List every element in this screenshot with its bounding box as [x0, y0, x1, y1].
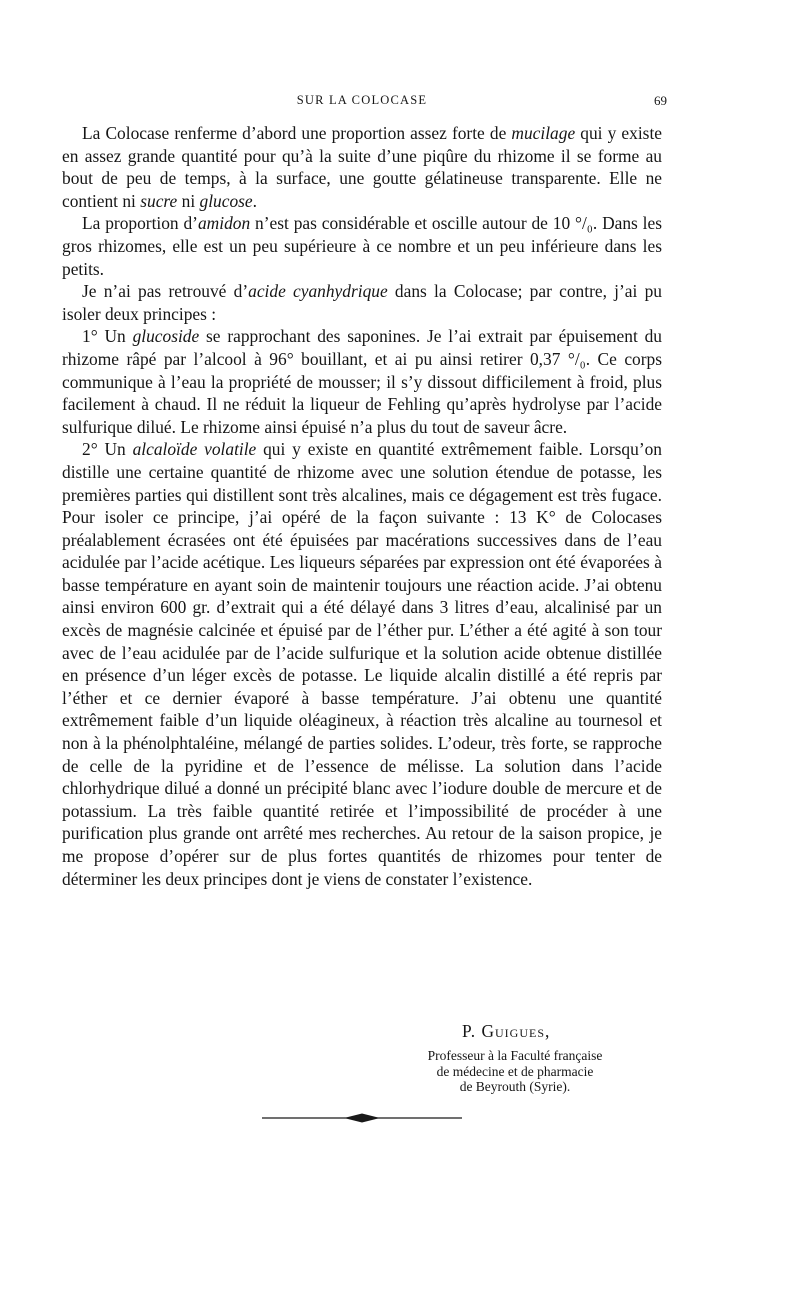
- text-run: se rapprochant des saponines. Je l’ai extrait par épuisement du rhizome râpé par l’alcool à 96° bouillant, et ai pu ainsi retirer 0,37 °/₀. Ce corps communique à l’eau la propriété de mousser; il s’y dissout difficilement à froid, plus facilement à chaud. Il ne réduit la liqueur de Fehling qu’après hydrolyse par l’acide sulfurique dilué. Le rhizome ainsi épuisé n’a plus du tout de saveur âcre.: [62, 326, 662, 437]
- author-surname: Guigues,: [481, 1021, 551, 1041]
- affiliation-line: de Beyrouth (Syrie).: [459, 1079, 571, 1094]
- paragraph-alcaloide: [62, 438, 662, 890]
- affiliation-line: Professeur à la Faculté française: [427, 1048, 603, 1063]
- author-signature: [462, 1021, 550, 1042]
- italic-term: sucre: [140, 190, 178, 211]
- italic-term: acide cyanhydrique: [248, 281, 388, 302]
- text-run: dans la Colocase; par contre, j’ai pu isoler deux principes :: [62, 281, 662, 324]
- italic-term: alcaloïde volatile: [132, 439, 257, 460]
- paragraph-mucilage: [62, 122, 662, 212]
- paragraph-glucoside: [62, 325, 662, 438]
- ornament-svg: [262, 1108, 462, 1128]
- text-run: La Colocase renferme d’abord une proportion assez forte de: [82, 123, 512, 143]
- text-run: Je n’ai pas retrouvé d’: [82, 281, 249, 302]
- running-head: SUR LA COLOCASE: [296, 93, 428, 107]
- text-run: La proportion d’: [82, 213, 198, 234]
- author-initial: P.: [462, 1021, 477, 1041]
- ornament-diamond: [344, 1114, 380, 1123]
- paragraph-amidon: [62, 212, 662, 280]
- page-number: 69: [654, 93, 667, 108]
- italic-term: glucose: [199, 190, 253, 211]
- text-run: qui y existe en quantité extrêmement faible. Lorsqu’on distille une certaine quantité de rhizome avec une solution étendue de potasse, les premières parties qui distillent sont très alcalines, mais ce dégagement est très fugace. Pour isoler ce principe, j’ai opéré de la façon suivante : 13 K° de Colocases préalablement écrasées ont été épuisées par macérations successives dans de l’eau acidulée par l’acide acétique. Les liqueurs séparées par expression ont été évaporées à basse température en ayant soin de maintenir toujours une réaction acide. J’ai obtenu ainsi environ 600 gr. d’extrait qui a été délayé dans 3 litres d’eau, alcalinisé par un excès de magnésie calcinée et épuisé par de l’éther pur. L’éther a été agité à son tour avec de l’eau acidulée par de l’acide sulfurique et la solution acide obtenue distillée en présence d’un léger excès de potasse. Le liquide alcalin distillé a été repris par l’éther et ce dernier évaporé à basse température. J’ai obtenu une quantité extrêmement faible d’un liquide oléagineux, à réaction très alcaline au tournesol et non à la phénolphtaléine, mélangé de parties solides. L’odeur, très forte, se rapproche de celle de la pyridine et de l’essence de mélisse. La solution dans l’acide chlorhydrique dilué a donné un précipité blanc avec l’iodure double de mercure et de potassium. La très faible quantité retirée et l’impossibilité de procéder à une purification plus grande ont arrêté mes recherches. Au retour de la saison propice, je me propose d’opérer sur de plus fortes quantités de rhizomes pour tenter de déterminer les deux principes dont je viens de constater l’existence.: [62, 439, 662, 889]
- text-run: .: [252, 190, 257, 211]
- article-body: [62, 122, 662, 890]
- affiliation-line: de médecine et de pharmacie: [436, 1063, 594, 1079]
- text-run: n’est pas considérable et oscille autour de 10 °/₀. Dans les gros rhizomes, elle est un peu supérieure à ce nombre et un peu inférieure dans les petits.: [62, 213, 662, 279]
- diamond-rule-ornament-icon: [262, 1108, 462, 1128]
- page-header: [62, 93, 667, 113]
- paragraph-acide: [62, 280, 662, 325]
- author-affiliation: [380, 1048, 650, 1095]
- italic-term: amidon: [197, 213, 251, 234]
- italic-term: glucoside: [132, 326, 200, 347]
- text-run: 2° Un: [82, 439, 133, 460]
- text-run: ni: [177, 190, 200, 211]
- italic-term: mucilage: [511, 123, 576, 143]
- text-run: qui y existe en assez grande quantité pour qu’à la suite d’une piqûre du rhizome il se forme au bout de peu de temps, à la surface, une goutte gélatineuse transparente. Elle ne contient ni: [62, 123, 662, 211]
- text-run: 1° Un: [82, 326, 133, 347]
